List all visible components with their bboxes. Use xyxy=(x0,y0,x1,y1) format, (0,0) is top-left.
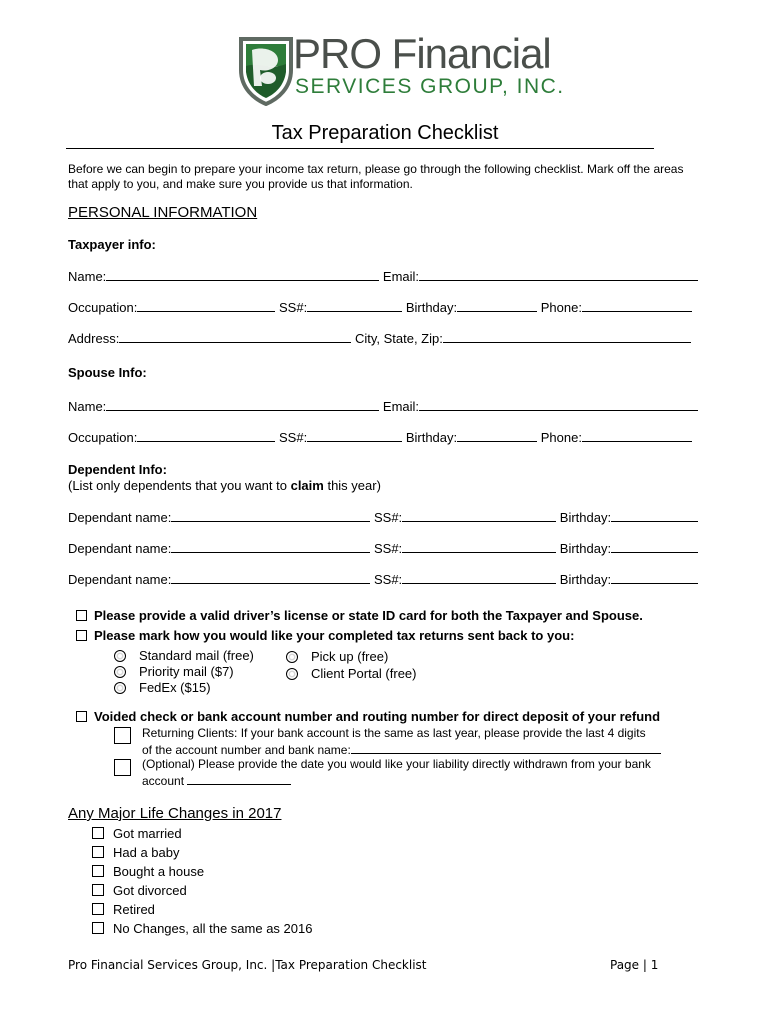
dependent-row-3 xyxy=(68,571,698,587)
dependent-note-post: this year) xyxy=(323,478,381,493)
life-item-label: Bought a house xyxy=(113,864,205,879)
returning-clients-checkbox[interactable] xyxy=(114,727,131,744)
birthday-label: Birthday: xyxy=(405,430,458,445)
optional-withdrawal-line-2 xyxy=(142,772,291,788)
life-checkbox[interactable] xyxy=(92,922,104,934)
license-check-item xyxy=(76,608,643,623)
life-checkbox[interactable] xyxy=(92,865,104,877)
logo-name-line2: SERVICES GROUP, INC. xyxy=(295,75,565,98)
ss-label: SS#: xyxy=(373,510,403,525)
returning-clients-text: of the account number and bank name: xyxy=(142,743,351,757)
spouse-row-2 xyxy=(68,429,692,445)
name-label: Name: xyxy=(68,399,107,414)
taxpayer-occupation-field[interactable] xyxy=(137,299,275,312)
life-item[interactable] xyxy=(92,921,312,936)
life-item[interactable] xyxy=(92,845,180,860)
dependent-note xyxy=(68,478,381,493)
option-label: Client Portal (free) xyxy=(311,666,417,681)
taxpayer-name-field[interactable] xyxy=(106,268,379,281)
taxpayer-address-field[interactable] xyxy=(119,330,351,343)
dependant-birthday-field[interactable] xyxy=(611,571,698,584)
taxpayer-city-field[interactable] xyxy=(443,330,691,343)
life-item-label: Got married xyxy=(113,826,182,841)
personal-info-heading: PERSONAL INFORMATION xyxy=(68,204,258,221)
optional-withdrawal-checkbox[interactable] xyxy=(114,759,131,776)
spouse-occupation-field[interactable] xyxy=(137,429,275,442)
dependant-ss-field[interactable] xyxy=(402,540,556,553)
taxpayer-ss-field[interactable] xyxy=(307,299,402,312)
birthday-label: Birthday: xyxy=(559,510,612,525)
page-title: Tax Preparation Checklist xyxy=(271,122,499,144)
license-label: Please provide a valid driver’s license or state ID card for both the Taxpayer and Spouse. xyxy=(94,608,643,623)
spouse-heading: Spouse Info: xyxy=(68,365,147,380)
dependent-note-bold: claim xyxy=(290,478,324,493)
ss-label: SS#: xyxy=(373,541,403,556)
radio-priority-mail[interactable] xyxy=(114,666,126,678)
life-item[interactable] xyxy=(92,826,182,841)
spouse-birthday-field[interactable] xyxy=(457,429,537,442)
footer-left: Pro Financial Services Group, Inc. |Tax Preparation Checklist xyxy=(68,958,427,972)
life-item[interactable] xyxy=(92,883,187,898)
life-changes-heading: Any Major Life Changes in 2017 xyxy=(68,805,282,822)
optional-withdrawal-line-1: (Optional) Please provide the date you would like your liability directly withdrawn from your bank xyxy=(142,757,651,771)
life-item-label: Got divorced xyxy=(113,883,187,898)
birthday-label: Birthday: xyxy=(559,541,612,556)
email-label: Email: xyxy=(382,269,420,284)
email-label: Email: xyxy=(382,399,420,414)
spouse-row-1 xyxy=(68,398,698,414)
deposit-label: Voided check or bank account number and routing number for direct deposit of your refund xyxy=(94,709,661,724)
deposit-checkbox[interactable] xyxy=(76,711,87,722)
dependent-row-1 xyxy=(68,509,698,525)
option-label: Pick up (free) xyxy=(311,649,389,664)
address-label: Address: xyxy=(68,331,120,346)
option-label: FedEx ($15) xyxy=(139,680,211,695)
dependent-row-2 xyxy=(68,540,698,556)
dependent-note-pre: (List only dependents that you want to xyxy=(68,478,291,493)
ss-label: SS#: xyxy=(279,430,308,445)
phone-label: Phone: xyxy=(540,430,582,445)
life-checkbox[interactable] xyxy=(92,827,104,839)
title-rule xyxy=(66,148,654,149)
taxpayer-row-2 xyxy=(68,299,692,315)
shield-logo-icon xyxy=(238,36,294,106)
life-item-label: Had a baby xyxy=(113,845,180,860)
city-state-zip-label: City, State, Zip: xyxy=(354,331,443,346)
phone-label: Phone: xyxy=(540,300,582,315)
footer-page-number: Page | 1 xyxy=(610,958,659,972)
dependant-birthday-field[interactable] xyxy=(611,509,698,522)
life-item[interactable] xyxy=(92,864,204,879)
withdrawal-date-field[interactable] xyxy=(187,772,291,785)
dependent-heading: Dependent Info: xyxy=(68,462,167,477)
spouse-email-field[interactable] xyxy=(419,398,698,411)
spouse-phone-field[interactable] xyxy=(582,429,692,442)
license-checkbox[interactable] xyxy=(76,610,87,621)
returning-clients-line-2 xyxy=(142,741,661,757)
dependant-name-label: Dependant name: xyxy=(68,572,172,587)
logo-name-line1: PRO Financial xyxy=(293,30,551,77)
taxpayer-heading: Taxpayer info: xyxy=(68,237,156,252)
delivery-checkbox[interactable] xyxy=(76,630,87,641)
taxpayer-birthday-field[interactable] xyxy=(457,299,537,312)
dependant-ss-field[interactable] xyxy=(402,571,556,584)
life-item-label: No Changes, all the same as 2016 xyxy=(113,921,313,936)
option-label: Standard mail (free) xyxy=(139,648,254,663)
ss-label: SS#: xyxy=(373,572,403,587)
name-label: Name: xyxy=(68,269,107,284)
deposit-check-item xyxy=(76,709,660,724)
option-label: Priority mail ($7) xyxy=(139,664,234,679)
taxpayer-row-3 xyxy=(68,330,691,346)
dependant-name-field[interactable] xyxy=(171,509,370,522)
life-checkbox[interactable] xyxy=(92,903,104,915)
radio-pick-up[interactable] xyxy=(286,651,298,663)
company-logo xyxy=(238,30,565,108)
life-item[interactable] xyxy=(92,902,155,917)
taxpayer-phone-field[interactable] xyxy=(582,299,692,312)
taxpayer-email-field[interactable] xyxy=(419,268,698,281)
birthday-label: Birthday: xyxy=(559,572,612,587)
ss-label: SS#: xyxy=(279,300,308,315)
bank-name-field[interactable] xyxy=(351,741,661,754)
life-checkbox[interactable] xyxy=(92,846,104,858)
spouse-name-field[interactable] xyxy=(106,398,379,411)
option-priority-mail[interactable] xyxy=(114,664,234,679)
option-standard-mail[interactable] xyxy=(114,648,254,663)
radio-client-portal[interactable] xyxy=(286,668,298,680)
occupation-label: Occupation: xyxy=(68,300,138,315)
intro-line-2: that apply to you, and make sure you provide us that information. xyxy=(68,177,413,191)
spouse-ss-field[interactable] xyxy=(307,429,402,442)
dependant-name-label: Dependant name: xyxy=(68,510,172,525)
birthday-label: Birthday: xyxy=(405,300,458,315)
dependant-name-field[interactable] xyxy=(171,540,370,553)
dependant-birthday-field[interactable] xyxy=(611,540,698,553)
option-client-portal[interactable] xyxy=(286,666,416,681)
returning-clients-line-1: Returning Clients: If your bank account is the same as last year, please provide the last 4 digits xyxy=(142,726,646,740)
dependant-ss-field[interactable] xyxy=(402,509,556,522)
taxpayer-row-1 xyxy=(68,268,698,284)
option-fedex[interactable] xyxy=(114,680,211,695)
life-checkbox[interactable] xyxy=(92,884,104,896)
life-item-label: Retired xyxy=(113,902,155,917)
optional-withdrawal-text: account xyxy=(142,774,185,788)
occupation-label: Occupation: xyxy=(68,430,138,445)
delivery-label: Please mark how you would like your completed tax returns sent back to you: xyxy=(94,628,575,643)
radio-standard-mail[interactable] xyxy=(114,650,126,662)
radio-fedex[interactable] xyxy=(114,682,126,694)
delivery-check-item xyxy=(76,628,574,643)
option-pick-up[interactable] xyxy=(286,649,388,664)
dependant-name-field[interactable] xyxy=(171,571,370,584)
dependant-name-label: Dependant name: xyxy=(68,541,172,556)
intro-line-1: Before we can begin to prepare your income tax return, please go through the following checklist. Mark off the areas xyxy=(68,162,684,176)
